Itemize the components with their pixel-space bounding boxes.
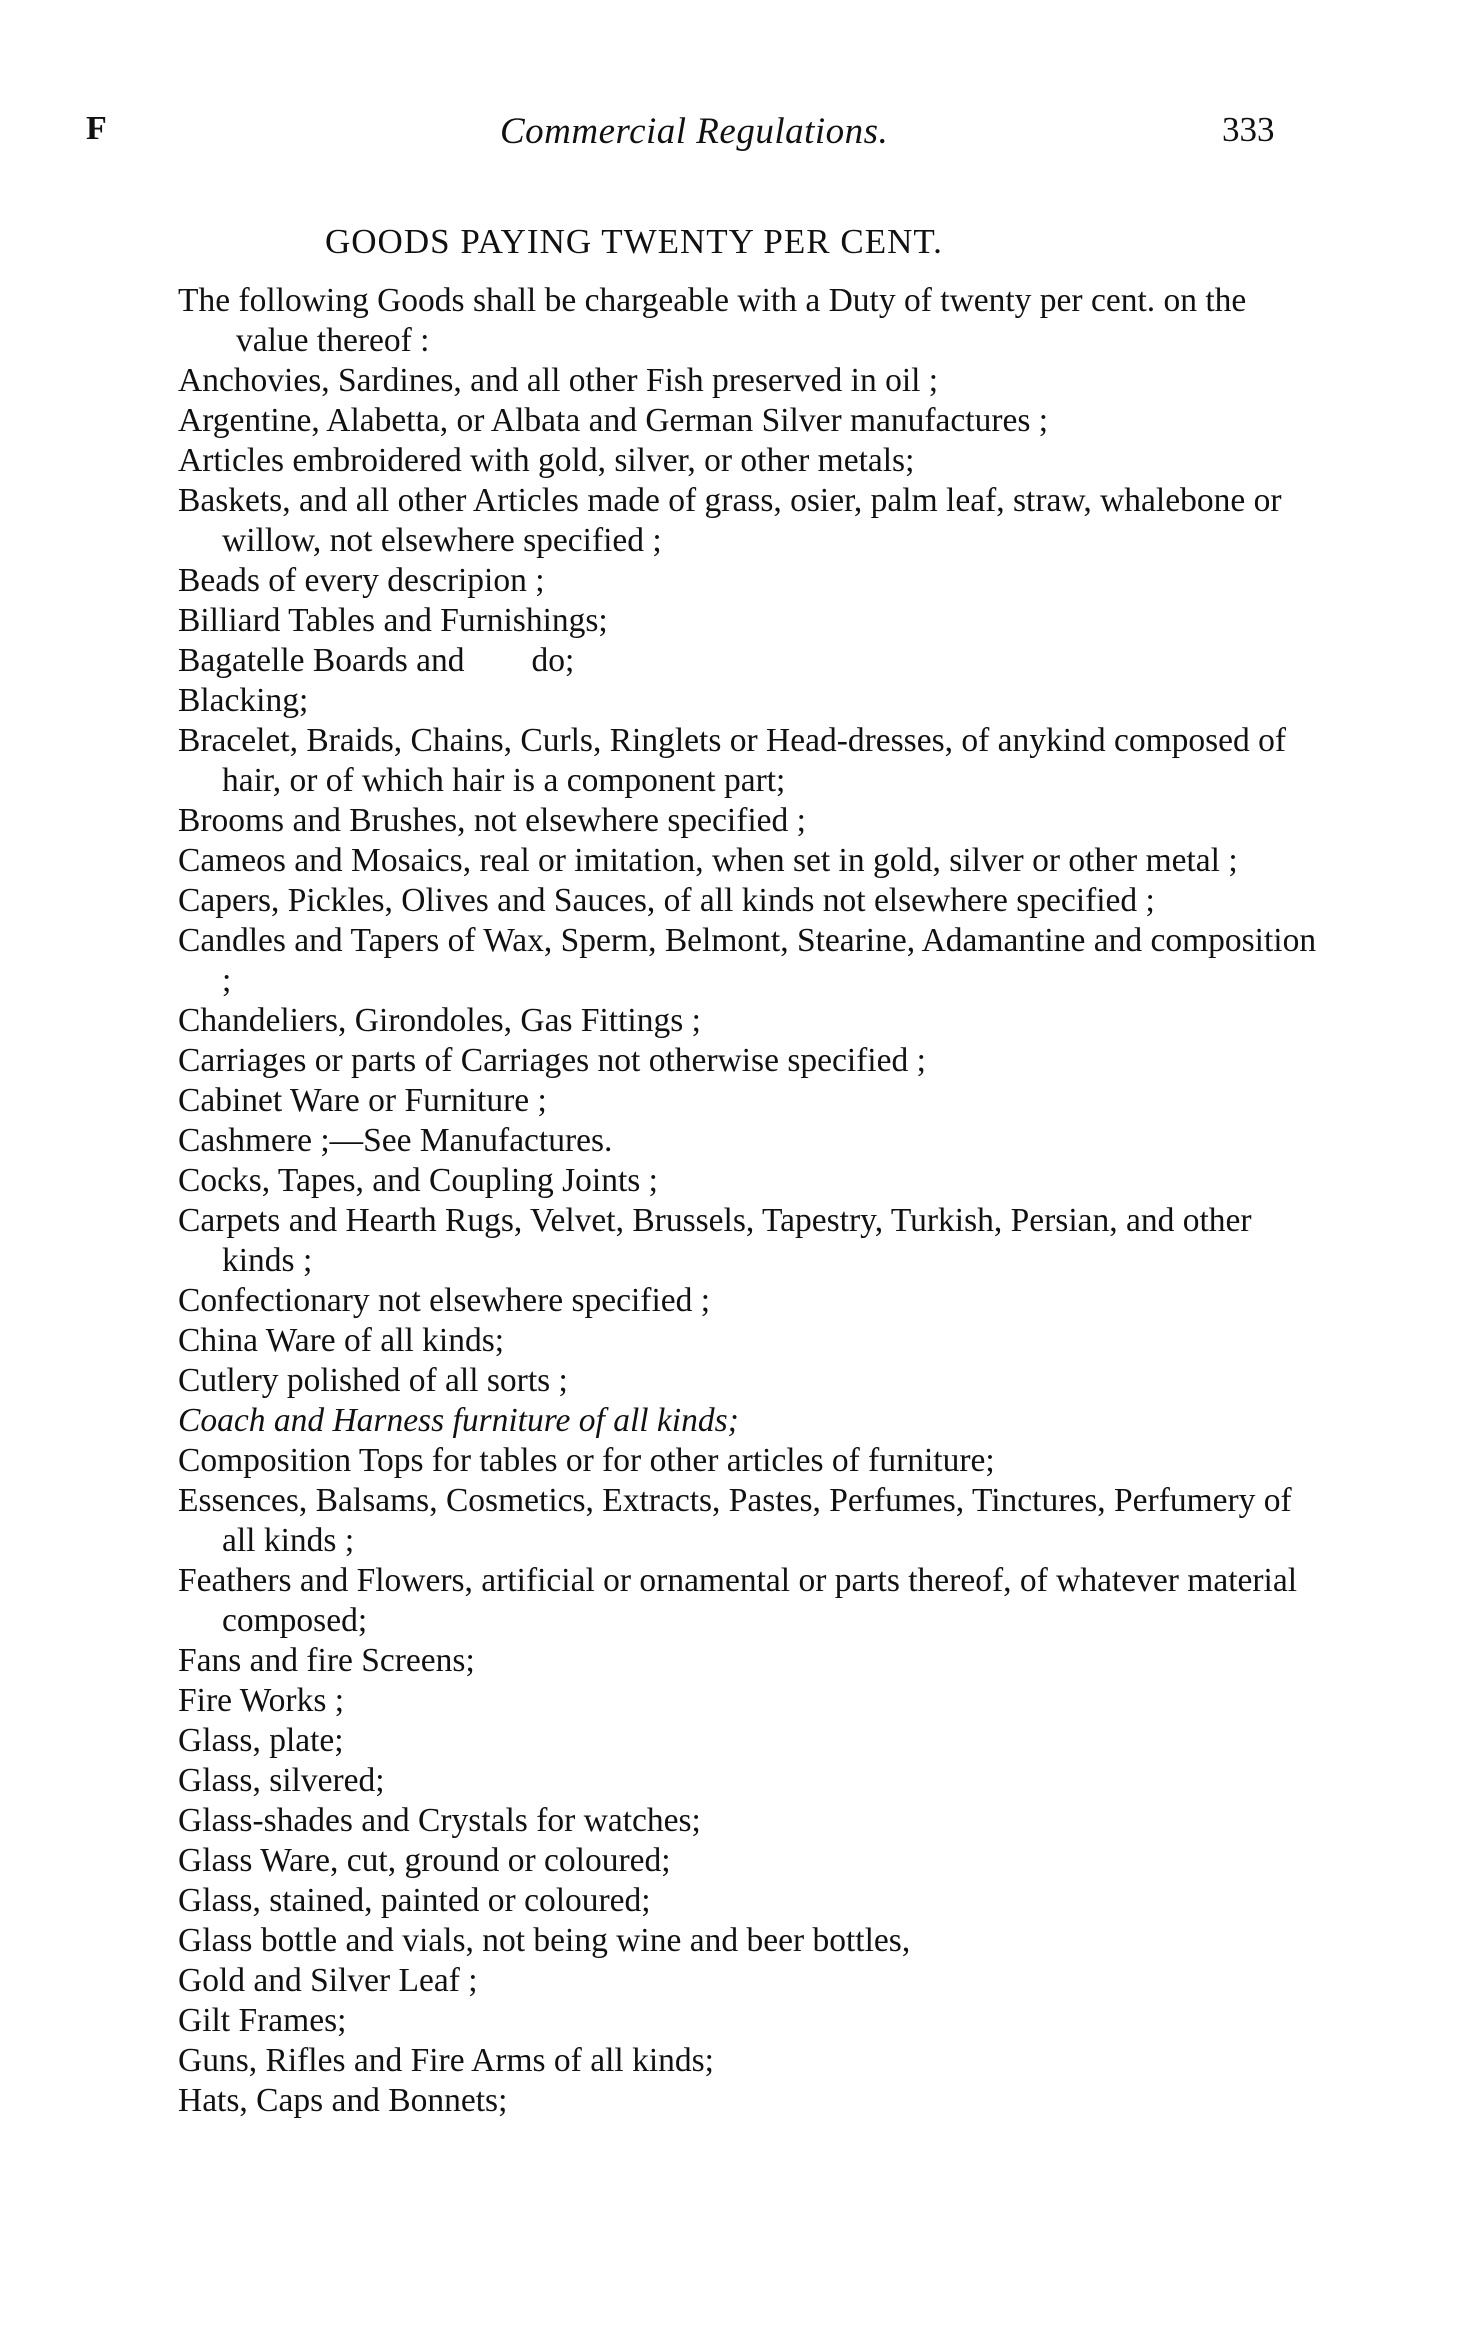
list-item: Beads of every descripion ;	[178, 562, 545, 599]
running-title: Commercial Regulations.	[500, 111, 889, 152]
list-item: Chandeliers, Girondoles, Gas Fittings ;	[178, 1002, 701, 1039]
list-item: Cashmere ;—See Manufactures.	[178, 1122, 613, 1159]
list-item: Billiard Tables and Furnishings;	[178, 602, 608, 639]
entries-container	[178, 361, 1325, 2121]
list-item: Hats, Caps and Bonnets;	[178, 2082, 508, 2119]
list-item: Bagatelle Boards and do;	[178, 642, 575, 679]
list-item: Articles embroidered with gold, silver, or other metals;	[178, 442, 915, 479]
list-item: China Ware of all kinds;	[178, 1322, 505, 1359]
page-number: 333	[1222, 110, 1275, 149]
list-item: Cocks, Tapes, and Coupling Joints ;	[178, 1162, 658, 1199]
list-item: Glass-shades and Crystals for watches;	[178, 1802, 701, 1839]
list-item: Confectionary not elsewhere specified ;	[178, 1282, 711, 1319]
list-item: Fans and fire Screens;	[178, 1642, 475, 1679]
list-item: Bracelet, Braids, Chains, Curls, Ringlets or Head-dresses, of anykind composed of hair, or of which hair is a component part;	[178, 722, 1295, 799]
corner-mark: F	[86, 110, 107, 147]
list-item: Gilt Frames;	[178, 2002, 347, 2039]
list-item: Glass bottle and vials, not being wine and beer bottles,	[178, 1922, 911, 1959]
list-item: Blacking;	[178, 682, 309, 719]
list-item: Essences, Balsams, Cosmetics, Extracts, Pastes, Perfumes, Tinctures, Perfumery of all kinds ;	[178, 1482, 1301, 1559]
list-item: Cabinet Ware or Furniture ;	[178, 1082, 547, 1119]
page-header	[0, 110, 1483, 160]
list-item: Coach and Harness furniture of all kinds;	[178, 1402, 739, 1439]
list-item: Carpets and Hearth Rugs, Velvet, Brussels, Tapestry, Turkish, Persian, and other kinds ;	[178, 1202, 1260, 1279]
intro-paragraph: The following Goods shall be chargeable with a Duty of twenty per cent. on the value thereof :	[178, 282, 1255, 359]
list-item: Anchovies, Sardines, and all other Fish preserved in oil ;	[178, 362, 939, 399]
list-item: Glass Ware, cut, ground or coloured;	[178, 1842, 671, 1879]
list-item: Composition Tops for tables or for other articles of furniture;	[178, 1442, 995, 1479]
list-item: Guns, Rifles and Fire Arms of all kinds;	[178, 2042, 714, 2079]
list-item: Candles and Tapers of Wax, Sperm, Belmont, Stearine, Adamantine and composition ;	[178, 922, 1325, 999]
list-item: Feathers and Flowers, artificial or ornamental or parts thereof, of whatever material composed;	[178, 1562, 1306, 1639]
list-item: Glass, silvered;	[178, 1762, 385, 1799]
goods-list	[178, 281, 1325, 2121]
list-item: Glass, plate;	[178, 1722, 344, 1759]
list-item: Capers, Pickles, Olives and Sauces, of all kinds not elsewhere specified ;	[178, 882, 1155, 919]
list-item: Fire Works ;	[178, 1682, 345, 1719]
section-heading: GOODS PAYING TWENTY PER CENT.	[325, 222, 943, 261]
list-item: Baskets, and all other Articles made of grass, osier, palm leaf, straw, whalebone or willow, not elsewhere specified ;	[178, 482, 1290, 559]
list-item: Cameos and Mosaics, real or imitation, when set in gold, silver or other metal ;	[178, 842, 1238, 879]
list-item: Gold and Silver Leaf ;	[178, 1962, 478, 1999]
list-item: Brooms and Brushes, not elsewhere specified ;	[178, 802, 806, 839]
list-item: Glass, stained, painted or coloured;	[178, 1882, 651, 1919]
list-item: Carriages or parts of Carriages not otherwise specified ;	[178, 1042, 926, 1079]
list-item: Cutlery polished of all sorts ;	[178, 1362, 568, 1399]
list-item: Argentine, Alabetta, or Albata and German Silver manufactures ;	[178, 402, 1049, 439]
